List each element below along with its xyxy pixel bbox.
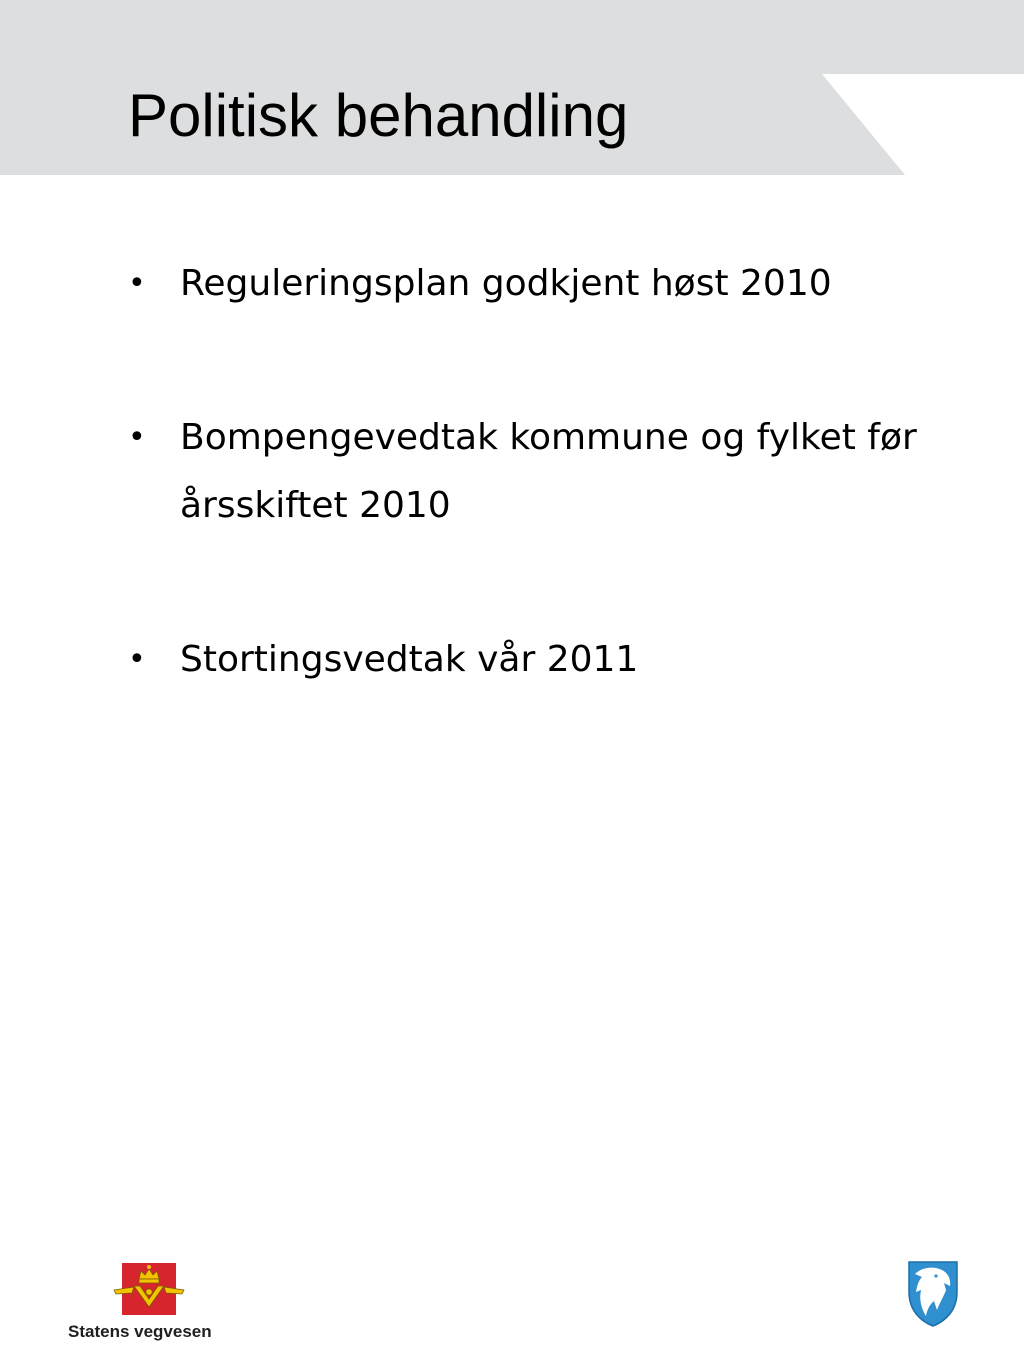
bullet-item	[128, 626, 918, 694]
bullet-dot-icon: •	[128, 642, 146, 677]
bullet-text: Stortingsvedtak vår 2011	[180, 639, 639, 680]
bullet-text: Bompengevedtak kommune og fylket før årsskiftet 2010	[180, 417, 917, 526]
bullet-item	[128, 250, 918, 318]
bullet-item	[128, 404, 918, 540]
bullet-dot-icon: •	[128, 420, 146, 455]
bullet-dot-icon: •	[128, 266, 146, 301]
statens-vegvesen-logo	[68, 1260, 232, 1346]
bullet-text: Reguleringsplan godkjent høst 2010	[180, 263, 832, 304]
slide-title: Politisk behandling	[128, 82, 629, 149]
statens-vegvesen-label: Statens vegvesen	[68, 1322, 212, 1341]
county-shield-icon	[906, 1258, 960, 1328]
bullet-list	[128, 250, 918, 694]
statens-vegvesen-logo-icon	[112, 1260, 188, 1316]
